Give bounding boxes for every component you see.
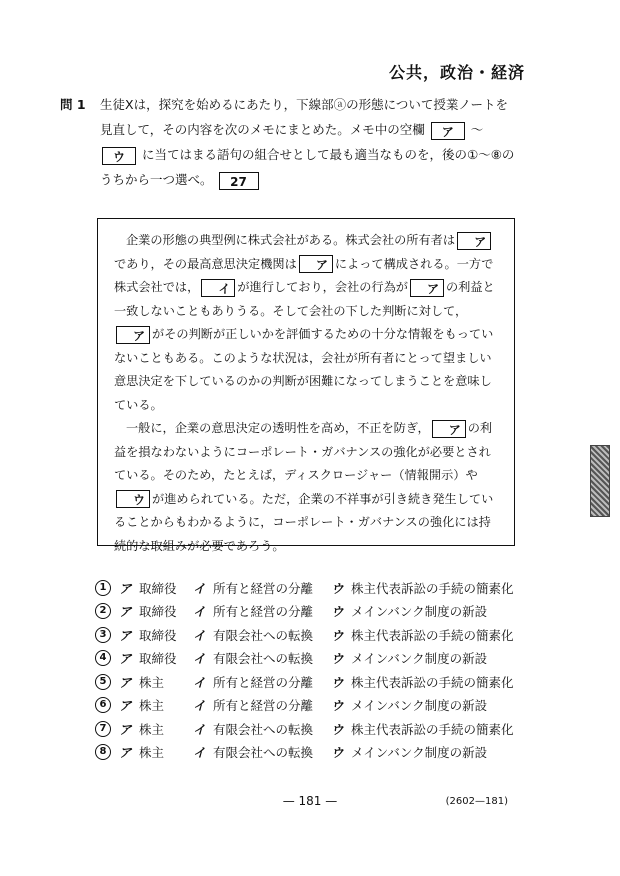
question-text <box>100 92 520 192</box>
memo-blank-box: ウ <box>116 490 150 508</box>
question-text-1: 生徒Xは，探究を始めるにあたり，下線部ⓐの形態について授業ノートを見直して，その内容を次のメモにまとめた。メモ中の空欄 <box>100 97 508 137</box>
memo-blank-box: ア <box>299 255 333 273</box>
choice-label-b: イ <box>193 674 206 690</box>
choice-option <box>95 670 514 694</box>
choice-a: 株主 <box>139 745 165 761</box>
choice-label-c: ウ <box>331 745 344 761</box>
choice-label-c: ウ <box>331 674 344 690</box>
memo-text: によって構成される。一方で株式会社では， <box>114 256 494 294</box>
choice-number: 6 <box>95 697 111 713</box>
choice-c: 株主代表訴訟の手続の簡素化 <box>351 721 514 737</box>
choice-c: 株主代表訴訟の手続の簡素化 <box>351 627 514 643</box>
choice-a: 取締役 <box>139 580 177 596</box>
choice-c: メインバンク制度の新設 <box>351 604 488 620</box>
choice-b: 所有と経営の分離 <box>213 604 314 620</box>
question-1 <box>60 92 520 192</box>
choice-a: 取締役 <box>139 604 177 620</box>
choice-label-b: イ <box>193 745 206 761</box>
memo-blank-box: ア <box>116 326 150 344</box>
memo-paragraph-1 <box>114 229 500 417</box>
choice-b: 所有と経営の分離 <box>213 674 314 690</box>
memo-text: の利益と一致しないこともありうる。そして会社の下した判断に対して， <box>114 280 495 318</box>
choice-label-b: イ <box>193 651 206 667</box>
blank-box-a: ア <box>431 122 465 140</box>
choice-b: 有限会社への転換 <box>213 745 314 761</box>
memo-text: 企業の形態の典型例に株式会社がある。株式会社の所有者は <box>126 233 456 247</box>
choice-label-c: ウ <box>331 627 344 643</box>
memo-blank-box: ア <box>457 232 491 250</box>
question-text-2: に当てはまる語句の組合せとして最も適当なものを，後の①〜⑧のうちから一つ選べ。 <box>100 147 515 187</box>
answer-number-box: 27 <box>219 172 259 190</box>
choice-b: 有限会社への転換 <box>213 627 314 643</box>
choice-label-a: ア <box>119 721 132 737</box>
choice-b: 有限会社への転換 <box>213 721 314 737</box>
choice-label-b: イ <box>193 580 206 596</box>
choice-label-b: イ <box>193 721 206 737</box>
choice-label-c: ウ <box>331 580 344 596</box>
tilde: 〜 <box>470 122 484 137</box>
choice-number: 7 <box>95 721 111 737</box>
choice-a: 取締役 <box>139 627 177 643</box>
choice-option <box>95 623 514 647</box>
choice-label-c: ウ <box>331 721 344 737</box>
choice-option <box>95 694 514 718</box>
choice-b: 有限会社への転換 <box>213 651 314 667</box>
choice-a: 取締役 <box>139 651 177 667</box>
choice-b: 所有と経営の分離 <box>213 580 314 596</box>
choice-option <box>95 647 514 671</box>
choice-c: メインバンク制度の新設 <box>351 651 488 667</box>
choice-a: 株主 <box>139 674 165 690</box>
memo-blank-box: ア <box>410 279 444 297</box>
choice-label-b: イ <box>193 627 206 643</box>
choice-c: メインバンク制度の新設 <box>351 698 488 714</box>
choice-label-a: ア <box>119 580 132 596</box>
choice-label-c: ウ <box>331 604 344 620</box>
memo-text: であり，その最高意思決定機関は <box>114 256 297 271</box>
choice-number: 5 <box>95 674 111 690</box>
choice-a: 株主 <box>139 698 165 714</box>
choice-number: 8 <box>95 744 111 760</box>
choice-label-a: ア <box>119 604 132 620</box>
choice-number: 1 <box>95 580 111 596</box>
memo-blank-box: ア <box>432 420 466 438</box>
page-number: — 181 — <box>282 794 338 808</box>
subject-title: 公共，政治・経済 <box>388 63 525 82</box>
choice-option <box>95 741 514 765</box>
memo-paragraph-2 <box>114 417 500 558</box>
choice-list <box>95 576 514 764</box>
choice-option <box>95 600 514 624</box>
question-label: 問 1 <box>60 97 86 112</box>
side-index-tab <box>590 445 610 517</box>
choice-option <box>95 717 514 741</box>
choice-label-a: ア <box>119 745 132 761</box>
choice-b: 所有と経営の分離 <box>213 698 314 714</box>
memo-text: 一般に，企業の意思決定の透明性を高め，不正を防ぎ， <box>126 421 430 435</box>
memo-text: がその判断が正しいかを評価するための十分な情報をもっていないこともある。このような状況は，会社が所有者にとって望ましい意思決定を下しているのかの判断が困難になってしまうことを意味している。 <box>114 327 494 412</box>
memo-box <box>97 218 515 553</box>
blank-box-c: ウ <box>102 147 136 165</box>
choice-c: 株主代表訴訟の手続の簡素化 <box>351 674 514 690</box>
choice-label-a: ア <box>119 651 132 667</box>
choice-label-a: ア <box>119 627 132 643</box>
choice-option <box>95 576 514 600</box>
memo-text: が進められている。ただ，企業の不祥事が引き続き発生していることからもわかるように，コーポレート・ガバナンスの強化には持続的な取組みが必要であろう。 <box>114 491 494 553</box>
choice-c: 株主代表訴訟の手続の簡素化 <box>351 580 514 596</box>
choice-a: 株主 <box>139 721 165 737</box>
choice-number: 4 <box>95 650 111 666</box>
choice-label-c: ウ <box>331 698 344 714</box>
choice-label-c: ウ <box>331 651 344 667</box>
memo-blank-box: イ <box>201 279 235 297</box>
memo-text: が進行しており，会社の行為が <box>237 280 408 294</box>
page-code: (2602—181) <box>445 796 508 807</box>
choice-c: メインバンク制度の新設 <box>351 745 488 761</box>
choice-label-a: ア <box>119 674 132 690</box>
choice-label-b: イ <box>193 698 206 714</box>
memo-text: の利益を損なわないようにコーポレート・ガバナンスの強化が必要とされている。そのため，たとえば，ディスクロージャー（情報開示）や <box>114 421 493 482</box>
choice-label-b: イ <box>193 604 206 620</box>
choice-label-a: ア <box>119 698 132 714</box>
choice-number: 3 <box>95 627 111 643</box>
choice-number: 2 <box>95 603 111 619</box>
